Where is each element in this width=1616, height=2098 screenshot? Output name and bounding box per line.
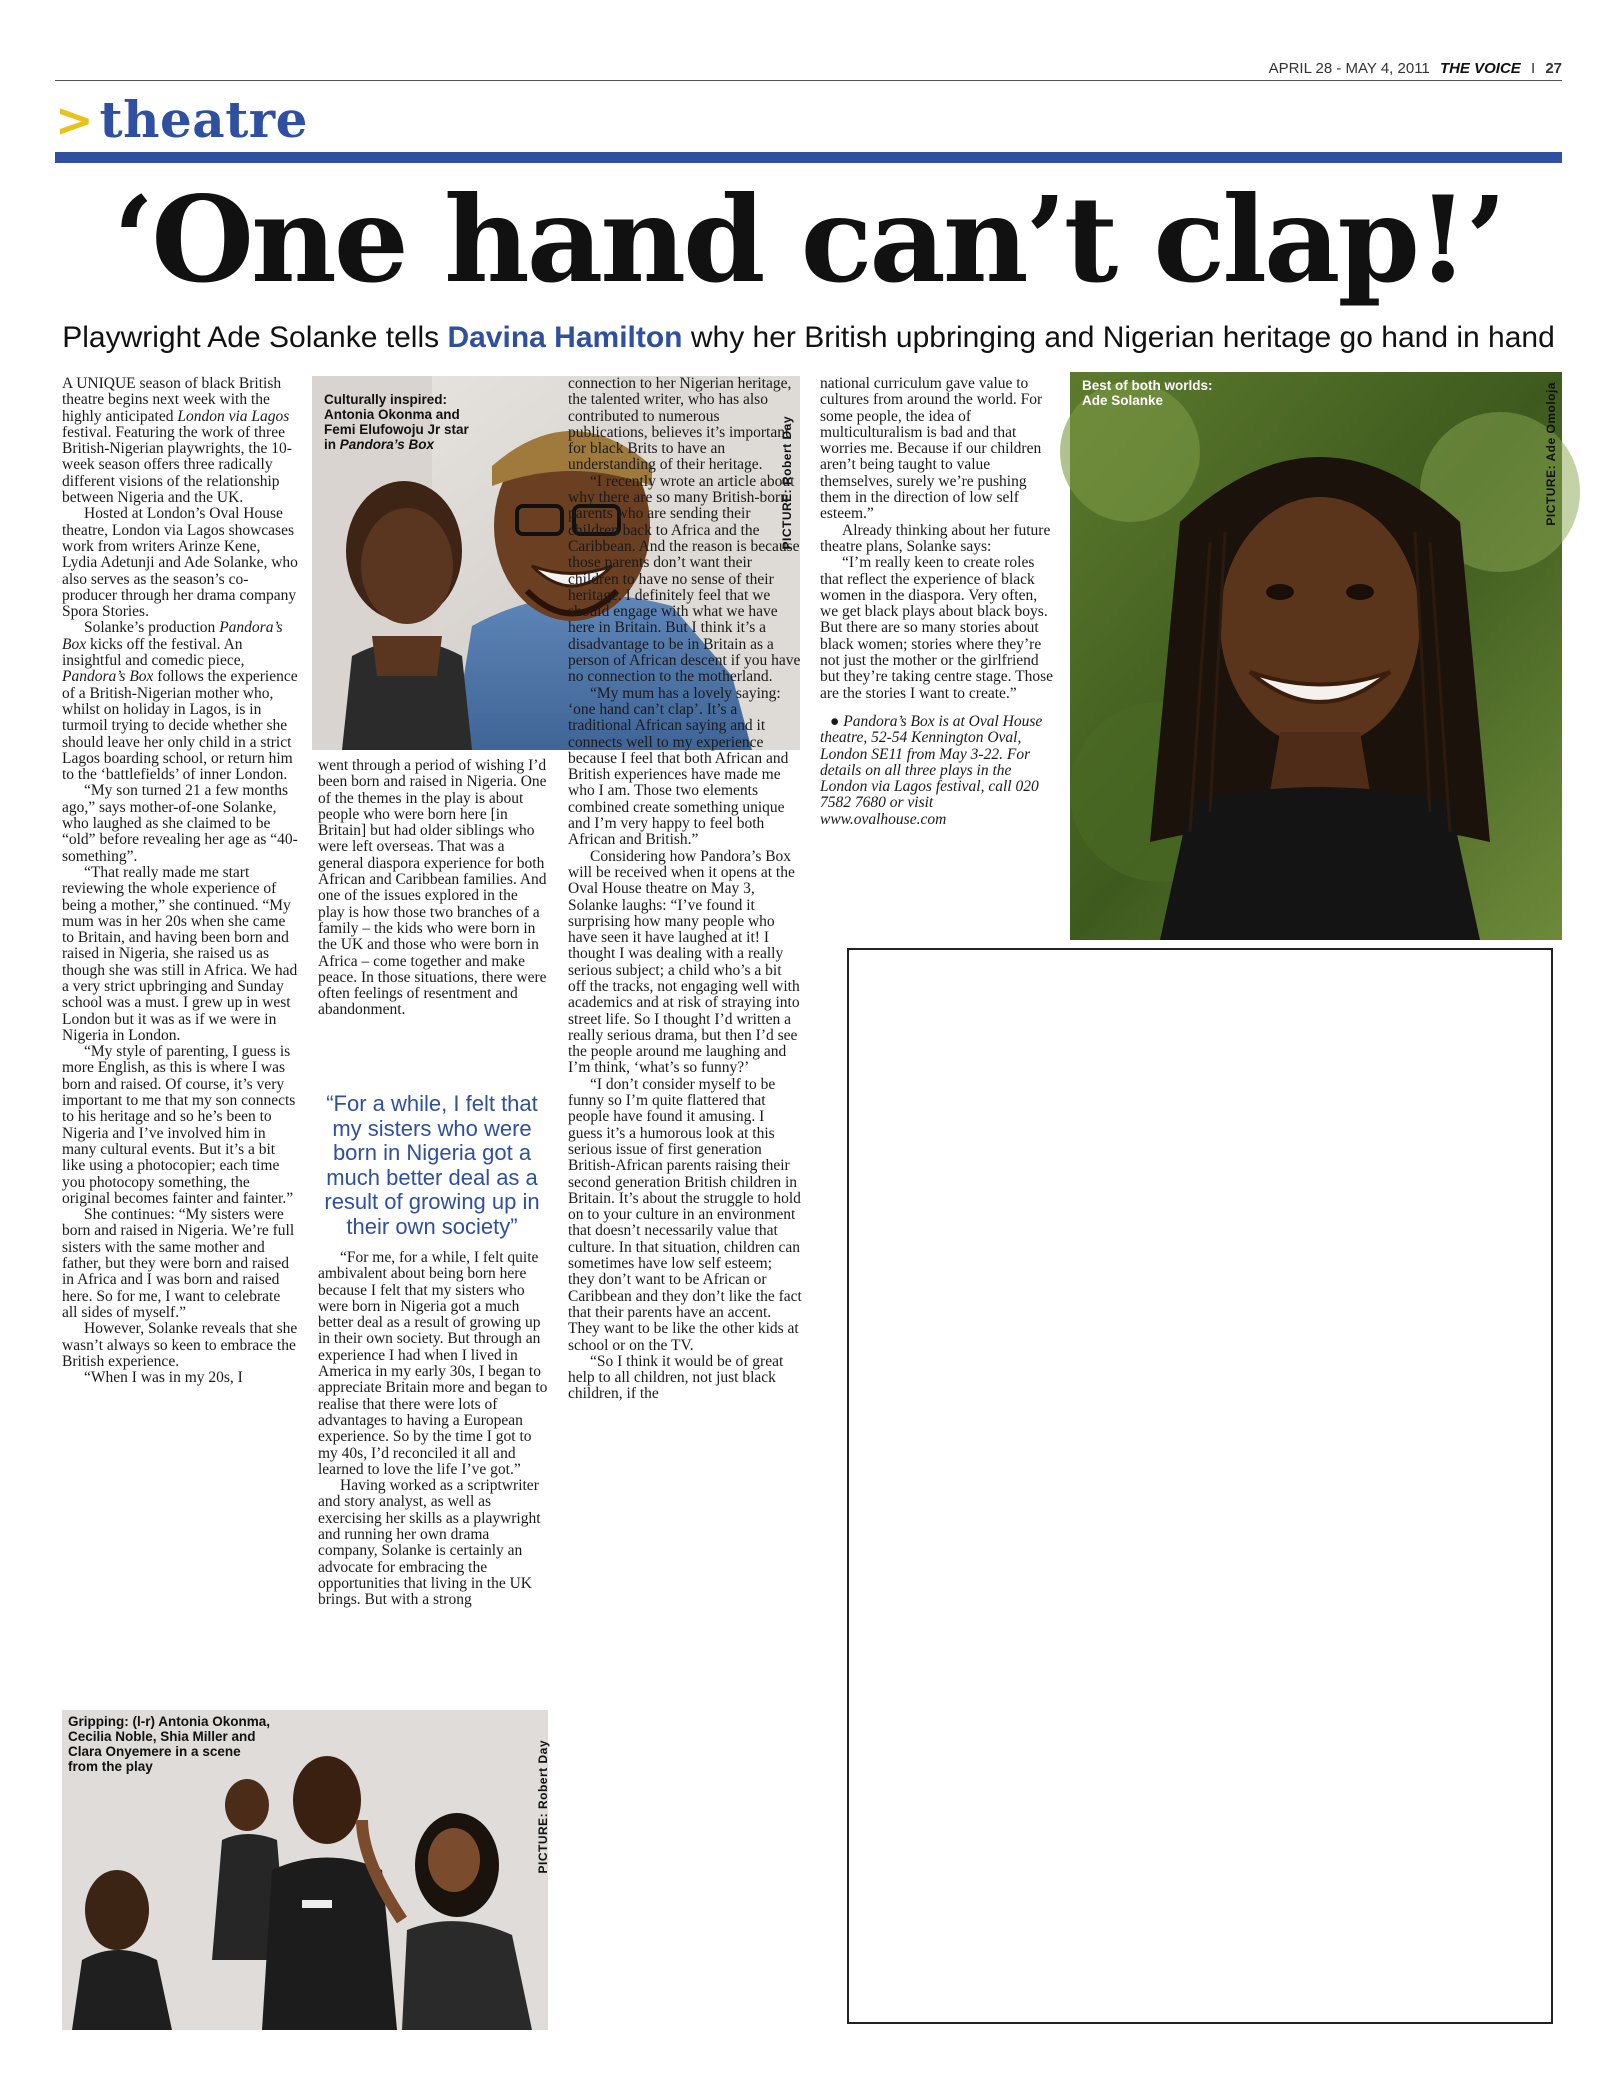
paragraph: connection to her Nigerian heritage, the talented writer, who has also contributed to numerous publications, believes it’s important for black Brits to have an understanding of their heritage. xyxy=(568,375,792,474)
paragraph: “I recently wrote an article about why there are so many British-born parents who are sending their children back to Africa and the Caribbean. And the reason is because those parents don’t want their children to have no sense of their heritage. I definitely feel that we should engage with what we have here in Britain. But I think it’s a disadvantage to be in Britain as a person of African descent if you have no connection to the motherland. xyxy=(568,472,801,686)
standfirst-text-end: why her British upbringing and Nigerian heritage go hand in hand xyxy=(682,321,1555,354)
italic-title: London via Lagos xyxy=(177,407,290,425)
caption-line: Gripping: (l-r) Antonia Okonma, xyxy=(68,1714,270,1729)
photo-credit: PICTURE: Ade Omoloja xyxy=(1544,382,1558,526)
text-run: She continues: “My sisters were born and raised in Nigeria. We’re full sisters with the same mother and father, but they were born and raised in Africa and I was born and raised here. So for me, I want to celebrate all sides of myself.” xyxy=(62,1206,295,1321)
section-name: theatre xyxy=(99,90,308,149)
caption-line xyxy=(324,437,469,452)
paragraph: “My mum has a lovely saying: ‘one hand can’t clap’. It’s a traditional African saying and it connects well to my experience because I feel that both African and British experiences have made me who I am. Those two elements combined create something unique and I’m very happy to feel both African and British.” xyxy=(568,684,789,849)
paragraph: Already thinking about her future theatre plans, Solanke says: xyxy=(820,521,1051,555)
paragraph: “So I think it would be of great help to all children, not just black children, if the xyxy=(568,1352,784,1403)
section-label xyxy=(55,90,308,150)
caption-line: Culturally inspired: xyxy=(324,392,448,407)
paragraph xyxy=(62,506,298,620)
issue-date: APRIL 28 - MAY 4, 2011 xyxy=(1268,60,1430,77)
paragraph: national curriculum gave value to cultures from around the world. For some people, the idea of multiculturalism is bad and that worries me. Because if our children aren’t being taught to value themselves, surely we’re pushing them in the direction of low self esteem.” xyxy=(820,375,1043,523)
text-run: A UNIQUE season of black British theatre begins next week with the highly anticipated xyxy=(62,375,282,425)
paragraph xyxy=(62,1321,298,1370)
paragraph xyxy=(62,1207,298,1321)
standfirst xyxy=(55,318,1562,358)
paragraph: “I don’t consider myself to be funny so I’m quite flattered that people have found it amusing. I guess it’s a humorous look at this serious issue of first generation British-African parents raising their second generation British children in Britain. It’s about the struggle to hold on to your culture in an environment that doesn’t necessarily value that culture. In that situation, children can sometimes have low self esteem; they don’t want to be African or Caribbean and they don’t like the fact that their parents have an accent. They want to be like the other kids at school or on the TV. xyxy=(568,1075,802,1354)
photo-portrait-ade-solanke xyxy=(1070,372,1562,940)
caption-line: Best of both worlds: xyxy=(1082,378,1213,393)
text-run: Hosted at London’s Oval House theatre, London via Lagos showcases work from writers Arinze Kene, Lydia Adetunji and Ade Solanke, who also serves as the season’s co-producer through her drama company Spora Stories. xyxy=(62,505,298,621)
caption-line: Clara Onyemere in a scene xyxy=(68,1744,241,1759)
italic-title: Pandora’s Box xyxy=(62,668,154,686)
folio-separator: I xyxy=(1530,60,1536,77)
caption-line: Cecilia Noble, Shia Miller and xyxy=(68,1729,256,1744)
paragraph xyxy=(62,783,298,864)
page-number: 27 xyxy=(1545,60,1562,77)
text-run: “My son turned 21 a few months ago,” says mother-of-one Solanke, who laughed as she claimed to be “old” before revealing her age as “40-something”. xyxy=(62,782,298,865)
text-run: Solanke’s production xyxy=(84,619,220,637)
text-run: However, Solanke reveals that she wasn’t always so keen to embrace the British experience. xyxy=(62,1320,298,1370)
photo-caption xyxy=(68,1714,270,1774)
caption-line: Antonia Okonma and xyxy=(324,407,460,422)
article-column-3 xyxy=(568,376,802,2036)
text-run: “When I was in my 20s, I xyxy=(84,1369,243,1387)
paragraph: “I’m really keen to create roles that reflect the experience of black women in the diaspora. Very often, we get black plays about black boys. But there are so many stories about black women; stories where they’re not just the mother or the girlfriend but they’re taking centre stage. Those are the stories I want to create.” xyxy=(820,554,1053,702)
paragraph xyxy=(62,1370,298,1386)
paragraph: Having worked as a scriptwriter and story analyst, as well as exercising her skills as a playwright and running her own drama company, Solanke is certainly an advocate for embracing the opportunities that living in the UK brings. But with a strong xyxy=(318,1477,541,1609)
photo-scene-from-play xyxy=(62,1710,548,2030)
paragraph: Considering how Pandora’s Box will be received when it opens at the Oval House theatre on May 3, Solanke laughs: “I’ve found it surprising how many people who have seen it have laughed at it! I thought I was dealing with a really serious subject; a child who’s a bit off the tracks, not engaging well with academics and at risk of straying into street life. So I thought I’d written a really serious drama, but then I’d see the people around me laughing and I’m think, ‘what’s so funny?’ xyxy=(568,847,800,1077)
publication-name: THE VOICE xyxy=(1439,60,1521,77)
article-column-2 xyxy=(318,758,548,1088)
photo-credit: PICTURE: Robert Day xyxy=(536,1740,550,1874)
caption-line: Femi Elufowoju Jr star xyxy=(324,422,469,437)
paragraph xyxy=(62,376,298,506)
portrait-photo-image xyxy=(1070,372,1562,940)
paragraph xyxy=(62,1044,298,1207)
text-run: follows the experience of a British-Nigerian mother who, whilst on holiday in Lagos, is in turmoil trying to decide whether she should leave her only child in a strict Lagos boarding school, or return him to the ‘battlefields’ of inner London. xyxy=(62,668,298,784)
headline: ‘One hand can’t clap!’ xyxy=(113,170,1504,309)
italic-title: Pandora’s Box xyxy=(62,619,283,653)
section-rule xyxy=(55,152,1562,163)
pull-quote: “For a while, I felt that my sisters who were born in Nigeria got a much better deal as a result of growing up in their own society” xyxy=(324,1091,540,1239)
folio-rule xyxy=(55,80,1562,81)
text-run: festival. Featuring the work of three British-Nigerian playwrights, the 10-week season offers three radically different visions of the relationship between Nigeria and the UK. xyxy=(62,423,292,507)
text-run: “My style of parenting, I guess is more English, as this is where I was born and raised. Of course, it’s very important to me that my son connects to his heritage and so he’s been to Nigeria and I’ve involved him in many cultural events. But it’s a bit like using a photocopier; each time you photocopy something, the original becomes fainter and fainter.” xyxy=(62,1043,296,1207)
photo-credit: PICTURE: Robert Day xyxy=(780,416,794,550)
byline: Davina Hamilton xyxy=(447,321,683,354)
text-run: kicks off the festival. An insightful and comedic piece, xyxy=(62,635,245,670)
caption-play-title: Pandora’s Box xyxy=(339,437,435,452)
folio xyxy=(1260,60,1562,80)
advert-placeholder-box xyxy=(847,948,1553,2024)
paragraph: “For me, for a while, I felt quite ambivalent about being born here because I felt that my sisters who were born in Nigeria got a much better deal as a result of growing up in their own society. But through an experience I had when I lived in America in my early 30s, I began to appreciate Britain more and began to realise that there were lots of advantages to having a European experience. So by the time I got to my 40s, I’d reconciled it all and learned to love the life I’ve got.” xyxy=(318,1249,548,1478)
article-column-1 xyxy=(62,376,298,1676)
event-info: ● Pandora’s Box is at Oval House theatre, 52-54 Kennington Oval, London SE11 from May 3-22. For details on all three plays in the London via Lagos festival, call 020 7582 7680 or visit www.ovalhouse.com xyxy=(820,712,1043,828)
caption-text: in xyxy=(324,437,340,452)
paragraph: went through a period of wishing I’d been born and raised in Nigeria. One of the themes in the play is about people who were born here [in Britain] but had older siblings who were left overseas. That was a general diaspora experience for both African and Caribbean families. And one of the issues explored in the play is how those two branches of a family – the kids who were born in the UK and those who were born in Africa – come together and make peace. In those situations, there were often feelings of resentment and abandonment. xyxy=(318,757,547,1019)
caption-line: from the play xyxy=(68,1759,153,1774)
chevron-right-icon: > xyxy=(55,93,94,147)
photo-caption xyxy=(324,392,469,452)
photo-caption xyxy=(1082,378,1213,408)
paragraph xyxy=(62,865,298,1044)
paragraph xyxy=(62,620,298,783)
standfirst-text: Playwright Ade Solanke tells xyxy=(62,321,448,354)
text-run: “That really made me start reviewing the whole experience of being a mother,” she continued. “My mum was in her 20s when she came to Britain, and having been born and raised in Nigeria, she raised us as though she was still in Africa. We had a very strict upbringing and Sunday school was a must. I grew up in west London but it was as if we were in Nigeria in London. xyxy=(62,863,298,1044)
caption-line: Ade Solanke xyxy=(1082,393,1164,408)
article-column-2-continued xyxy=(318,1250,548,1690)
article-column-4 xyxy=(820,376,1056,876)
